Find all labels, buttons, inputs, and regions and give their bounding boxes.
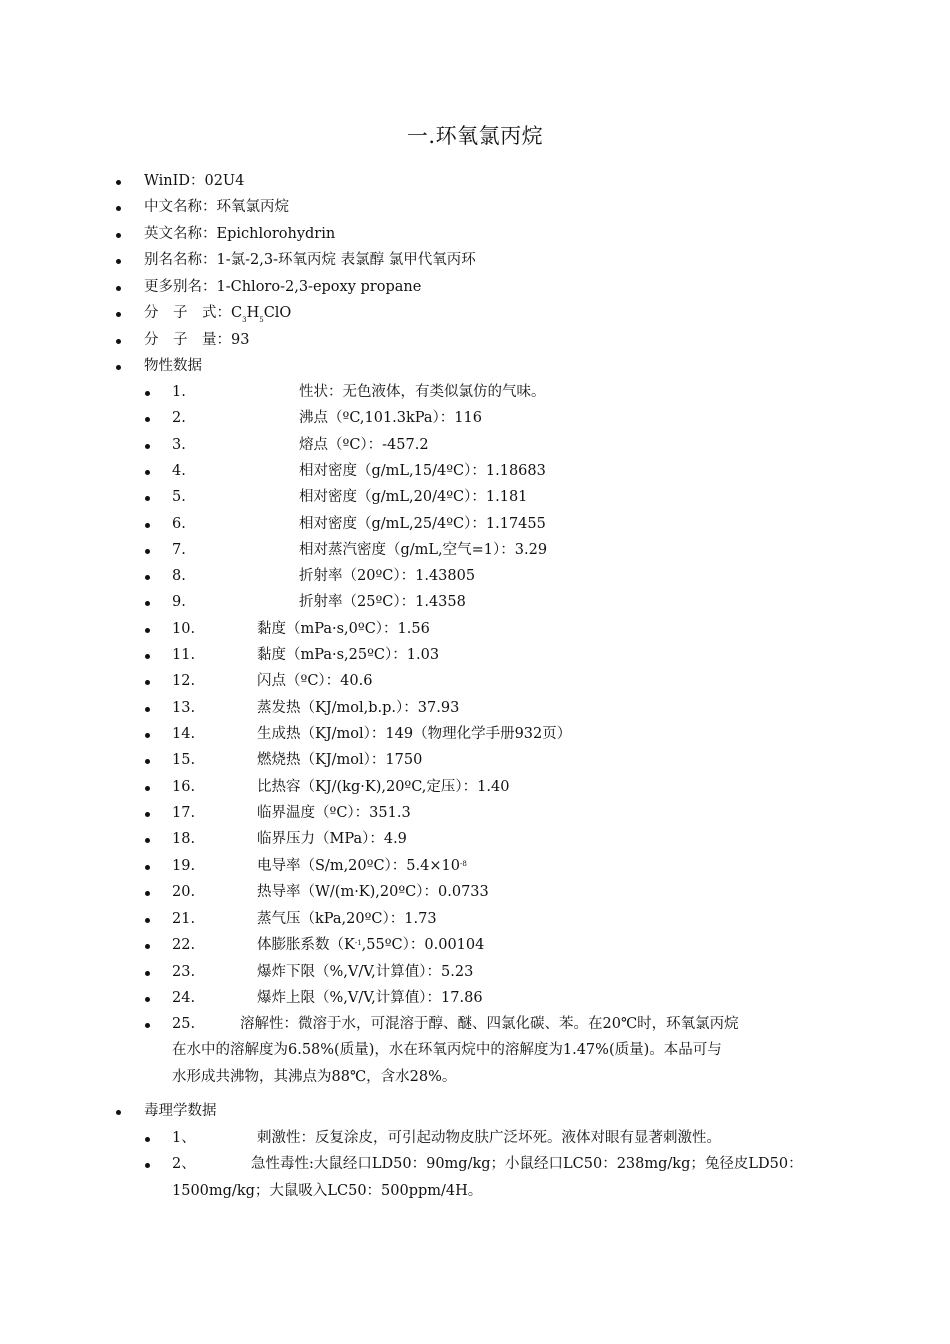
item-number: 13.	[172, 699, 196, 716]
bullet-icon	[116, 365, 121, 370]
bullet-icon	[145, 838, 150, 843]
bullet-icon	[145, 733, 150, 738]
item-text: 生成热（KJ/mol）：149（物理化学手册932页）	[257, 725, 572, 742]
bullet-icon	[145, 865, 150, 870]
bullet-icon	[116, 180, 121, 185]
formula-h-sub: 5	[259, 316, 264, 324]
item-number: 10.	[172, 620, 196, 637]
bullet-icon	[145, 812, 150, 817]
item-number: 14.	[172, 725, 196, 742]
item-number: 1.	[172, 384, 186, 400]
item-text	[257, 857, 467, 877]
bullet-icon	[116, 339, 121, 344]
conductivity-text: 电导率（S/m,20ºC）：5.4×10	[257, 858, 460, 874]
bullet-icon	[145, 470, 150, 475]
solubility-line-3: 水形成共沸物，其沸点为88℃，含水28%。	[172, 1069, 457, 1085]
item-number: 12.	[172, 673, 196, 690]
item-number: 24.	[172, 990, 196, 1006]
page-title: 一.环氧氯丙烷	[406, 124, 544, 148]
alias-text: 别名名称：1-氯-2,3-环氧丙烷 表氯醇 氯甲代氧丙环	[144, 252, 476, 268]
bullet-icon	[145, 759, 150, 764]
item-text: 蒸气压（kPa,20ºC）：1.73	[257, 911, 437, 927]
bullet-icon	[145, 654, 150, 659]
bullet-icon	[116, 312, 121, 317]
bullet-icon	[116, 286, 121, 291]
bullet-icon	[145, 971, 150, 976]
irritation-text: 刺激性：反复涂皮，可引起动物皮肤广泛坏死。液体对眼有显著刺激性。	[257, 1130, 721, 1146]
item-number: 23.	[172, 964, 196, 980]
item-text: 相对密度（g/mL,20/4ºC）：1.181	[299, 489, 528, 506]
bullet-icon	[145, 680, 150, 685]
english-name-text: 英文名称：Epichlorohydrin	[144, 226, 336, 242]
item-text: 相对密度（g/mL,25/4ºC）：1.17455	[299, 515, 546, 532]
item-text: 折射率（25ºC）：1.4358	[299, 594, 466, 611]
item-text: 比热容（KJ/(kg·K),20ºC,定压）：1.40	[257, 778, 510, 795]
bullet-icon	[145, 707, 150, 712]
formula-c-sub: 3	[242, 316, 247, 324]
item-number: 6.	[172, 515, 186, 532]
bullet-icon	[145, 601, 150, 606]
expansion-exponent: -1	[354, 939, 362, 947]
item-number: 15.	[172, 752, 196, 769]
bullet-icon	[145, 496, 150, 501]
item-number: 21.	[172, 911, 196, 927]
bullet-icon	[145, 417, 150, 422]
item-number: 11.	[172, 647, 196, 663]
item-number: 7.	[172, 541, 186, 558]
bullet-icon	[145, 391, 150, 396]
item-text: 热导率（W/(m·K),20ºC）：0.0733	[257, 884, 489, 900]
formula-c: C	[231, 305, 243, 321]
bullet-icon	[145, 628, 150, 633]
item-number: 16.	[172, 778, 196, 795]
bullet-icon	[116, 259, 121, 264]
bullet-icon	[145, 891, 150, 896]
formula-label: 分 子 式：	[144, 305, 231, 321]
item-number: 9.	[172, 594, 186, 611]
item-text: 黏度（mPa·s,0ºC）：1.56	[257, 620, 430, 637]
item-text: 爆炸下限（%,V/V,计算值）：5.23	[257, 964, 474, 980]
bullet-icon	[145, 523, 150, 528]
solubility-line-1: 溶解性：微溶于水，可混溶于醇、醚、四氯化碳、苯。在20℃时，环氧氯丙烷	[240, 1016, 739, 1032]
bullet-icon	[145, 575, 150, 580]
item-text: 燃烧热（KJ/mol）：1750	[257, 752, 423, 769]
solubility-line-2: 在水中的溶解度为6.58%(质量)，水在环氧丙烷中的溶解度为1.47%(质量)。本品可与	[172, 1042, 722, 1058]
bullet-icon	[145, 786, 150, 791]
item-number: 19.	[172, 858, 196, 874]
toxicology-label: 毒理学数据	[144, 1103, 217, 1119]
formula-h: H	[246, 305, 260, 321]
bullet-icon	[116, 206, 121, 211]
bullet-icon	[145, 997, 150, 1002]
item-text: 爆炸上限（%,V/V,计算值）：17.86	[257, 990, 483, 1006]
acute-toxicity-line-2: 1500mg/kg；大鼠吸入LC50：500ppm/4H。	[172, 1183, 483, 1199]
acute-toxicity-line-1: 急性毒性:大鼠经口LD50：90mg/kg；小鼠经口LC50：238mg/kg；兔径皮LD50：	[251, 1156, 803, 1172]
bullet-icon	[145, 1137, 150, 1142]
more-alias-text: 更多别名：1-Chloro-2,3-epoxy propane	[144, 279, 422, 295]
item-number: 25.	[172, 1016, 196, 1032]
conductivity-exponent: -8	[459, 860, 467, 868]
item-text: 黏度（mPa·s,25ºC）：1.03	[257, 647, 440, 663]
item-number: 17.	[172, 804, 196, 821]
item-text: 熔点（ºC）：-457.2	[299, 436, 429, 453]
item-number: 2、	[172, 1156, 196, 1172]
winid-text: WinID：02U4	[144, 173, 245, 189]
formula-text	[144, 304, 291, 324]
item-text: 性状：无色液体，有类似氯仿的气味。	[299, 384, 546, 400]
item-text: 闪点（ºC）：40.6	[257, 673, 373, 690]
item-number: 5.	[172, 489, 186, 506]
bullet-icon	[145, 1163, 150, 1168]
item-text: 相对密度（g/mL,15/4ºC）：1.18683	[299, 462, 546, 479]
expansion-post: ,55ºC）：0.00104	[361, 937, 485, 953]
bullet-icon	[145, 444, 150, 449]
item-number: 22.	[172, 937, 196, 953]
item-text: 临界温度（ºC）：351.3	[257, 804, 411, 821]
expansion-pre: 体膨胀系数（K	[257, 937, 355, 953]
bullet-icon	[116, 233, 121, 238]
bullet-icon	[145, 1023, 150, 1028]
bullet-icon	[145, 918, 150, 923]
item-number: 20.	[172, 884, 196, 900]
item-number: 8.	[172, 568, 186, 585]
item-text: 临界压力（MPa）：4.9	[257, 831, 407, 848]
item-number: 4.	[172, 462, 186, 479]
item-text: 蒸发热（KJ/mol,b.p.）：37.93	[257, 699, 460, 716]
item-number: 1、	[172, 1130, 196, 1146]
bullet-icon	[116, 1110, 121, 1115]
item-number: 18.	[172, 831, 196, 848]
bullet-icon	[145, 549, 150, 554]
chinese-name-text: 中文名称：环氧氯丙烷	[144, 199, 289, 215]
formula-rest: ClO	[263, 305, 292, 321]
item-text: 沸点（ºC,101.3kPa）：116	[299, 410, 482, 427]
item-number: 2.	[172, 410, 186, 427]
item-text	[257, 936, 484, 956]
mw-text: 分 子 量：93	[144, 332, 250, 348]
bullet-icon	[145, 944, 150, 949]
item-text: 折射率（20ºC）：1.43805	[299, 568, 476, 585]
item-text: 相对蒸汽密度（g/mL,空气=1）：3.29	[299, 541, 548, 558]
item-number: 3.	[172, 436, 186, 453]
physical-data-label: 物性数据	[144, 358, 202, 374]
